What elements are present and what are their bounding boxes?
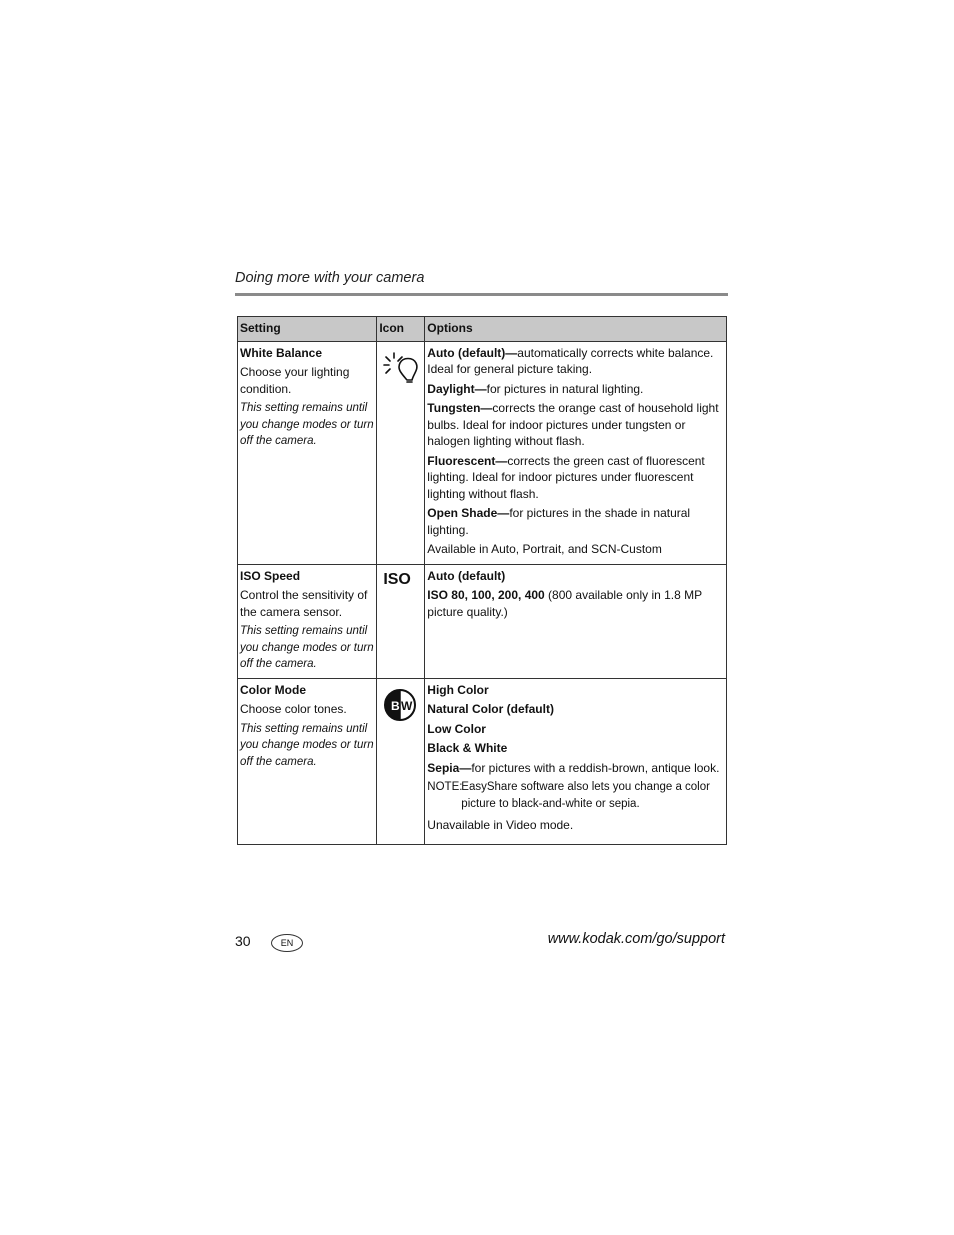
setting-name: Color Mode	[240, 682, 306, 697]
setting-note: This setting remains until you change modes or turn off the camera.	[240, 402, 374, 447]
section-title: Doing more with your camera	[235, 270, 425, 286]
options-cell	[425, 341, 727, 564]
setting-note: This setting remains until you change modes or turn off the camera.	[240, 625, 374, 670]
availability-note: Available in Auto, Portrait, and SCN-Custom	[427, 542, 662, 556]
setting-description: Choose your lighting condition.	[240, 365, 350, 396]
option-item: ISO 80, 100, 200, 400 (800 available only in 1.8 MP picture quality.)	[427, 588, 702, 619]
language-badge: EN	[271, 934, 303, 952]
setting-name: ISO Speed	[240, 568, 301, 583]
column-header-setting: Setting	[238, 317, 377, 342]
option-item: Sepia—for pictures with a reddish-brown, antique look.	[427, 760, 720, 775]
column-header-icon: Icon	[377, 317, 425, 342]
black-white-icon	[383, 688, 417, 722]
option-item: Open Shade—for pictures in the shade in natural lighting.	[427, 506, 691, 537]
support-url[interactable]: www.kodak.com/go/support	[547, 931, 725, 947]
option-item: Black & White	[427, 741, 508, 755]
option-item: Natural Color (default)	[427, 702, 554, 716]
options-cell	[425, 678, 727, 844]
icon-cell	[377, 341, 425, 564]
page-number: 30	[235, 933, 251, 949]
availability-note: Unavailable in Video mode.	[427, 818, 574, 832]
svg-text:W: W	[401, 698, 413, 713]
setting-name: White Balance	[240, 345, 323, 360]
options-cell	[425, 564, 727, 678]
setting-description: Control the sensitivity of the camera sensor.	[240, 588, 368, 619]
option-item: Auto (default)—automatically corrects white balance. Ideal for general picture taking.	[427, 345, 714, 376]
option-item: Tungsten—corrects the orange cast of household light bulbs. Ideal for indoor pictures under tungsten or halogen lighting without flash.	[427, 401, 719, 448]
setting-cell	[238, 678, 377, 844]
icon-cell	[377, 678, 425, 844]
note-text: EasyShare software also lets you change a color picture to black-and-white or sepia.	[461, 781, 710, 810]
svg-text:B: B	[391, 698, 400, 713]
setting-cell	[238, 341, 377, 564]
option-item: Daylight—for pictures in natural lighting.	[427, 381, 644, 396]
setting-description: Choose color tones.	[240, 702, 347, 716]
option-item: Fluorescent—corrects the green cast of fluorescent lighting. Ideal for indoor pictures under fluorescent lighting without flash.	[427, 453, 705, 501]
option-item: Low Color	[427, 721, 486, 736]
table-header-row	[238, 317, 727, 342]
option-item: High Color	[427, 682, 489, 697]
table-row-iso-speed	[238, 564, 727, 678]
white-balance-icon	[383, 351, 421, 385]
setting-cell	[238, 564, 377, 678]
column-header-options: Options	[425, 317, 727, 342]
table-row-white-balance	[238, 341, 727, 564]
note-label: NOTE:	[427, 781, 463, 793]
title-rule	[235, 293, 728, 296]
icon-cell	[377, 564, 425, 678]
table-row-color-mode	[238, 678, 727, 844]
setting-note: This setting remains until you change modes or turn off the camera.	[240, 722, 374, 768]
iso-icon: ISO	[383, 570, 411, 588]
settings-table	[237, 316, 727, 845]
option-note	[427, 779, 724, 812]
option-item: Auto (default)	[427, 568, 506, 583]
